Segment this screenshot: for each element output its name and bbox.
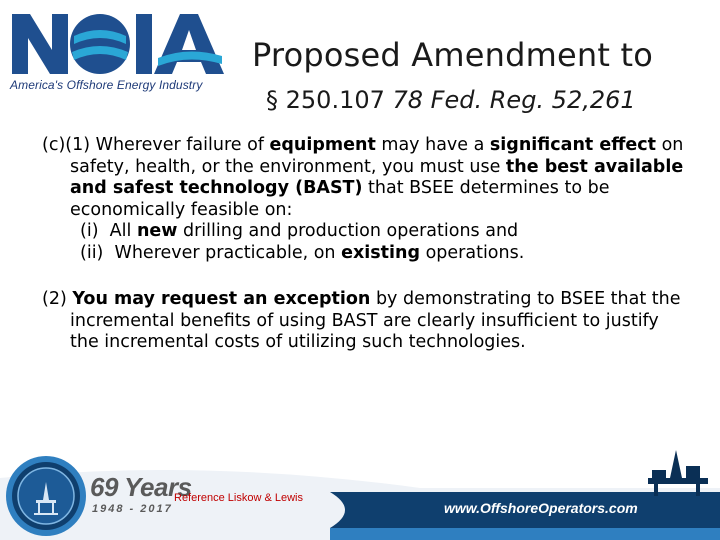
paragraph-c1: (c)(1) Wherever failure of equipment may have a significant effect on safety, health, or the environment, you must use the best available and safest technology (BAST) that BSEE determines to be economically feasible on: <box>42 135 684 220</box>
paragraph-2: (2) You may request an exception by demonstrating to BSEE that the incremental benefits of using BAST are clearly insufficient to justify the incremental costs of utilizing such technologies. <box>42 289 681 352</box>
slide-body <box>42 135 692 354</box>
logo-globe-icon <box>70 14 130 74</box>
anniversary-range: 1948 - 2017 <box>92 503 173 515</box>
anniversary-emblem <box>6 456 86 536</box>
federal-register-citation: 78 Fed. Reg. 52,261 <box>392 86 636 114</box>
anniversary-years: 69 Years <box>90 472 192 502</box>
logo-letter-n <box>12 14 68 74</box>
slide-title: Proposed Amendment to <box>252 36 654 74</box>
section-number: § 250.107 <box>266 86 385 114</box>
item-ii: (ii) Wherever practicable, on existing operations. <box>80 242 525 263</box>
item-i: (i) All new drilling and production operations and <box>80 221 519 241</box>
slide-subtitle <box>266 86 636 114</box>
logo-letter-a <box>154 14 224 74</box>
logo-letter-i <box>136 14 152 74</box>
logo-tagline: America's Offshore Energy Industry <box>10 78 203 92</box>
website-url[interactable]: www.OffshoreOperators.com <box>444 500 638 516</box>
reference-note: Reference Liskow & Lewis <box>174 492 304 504</box>
